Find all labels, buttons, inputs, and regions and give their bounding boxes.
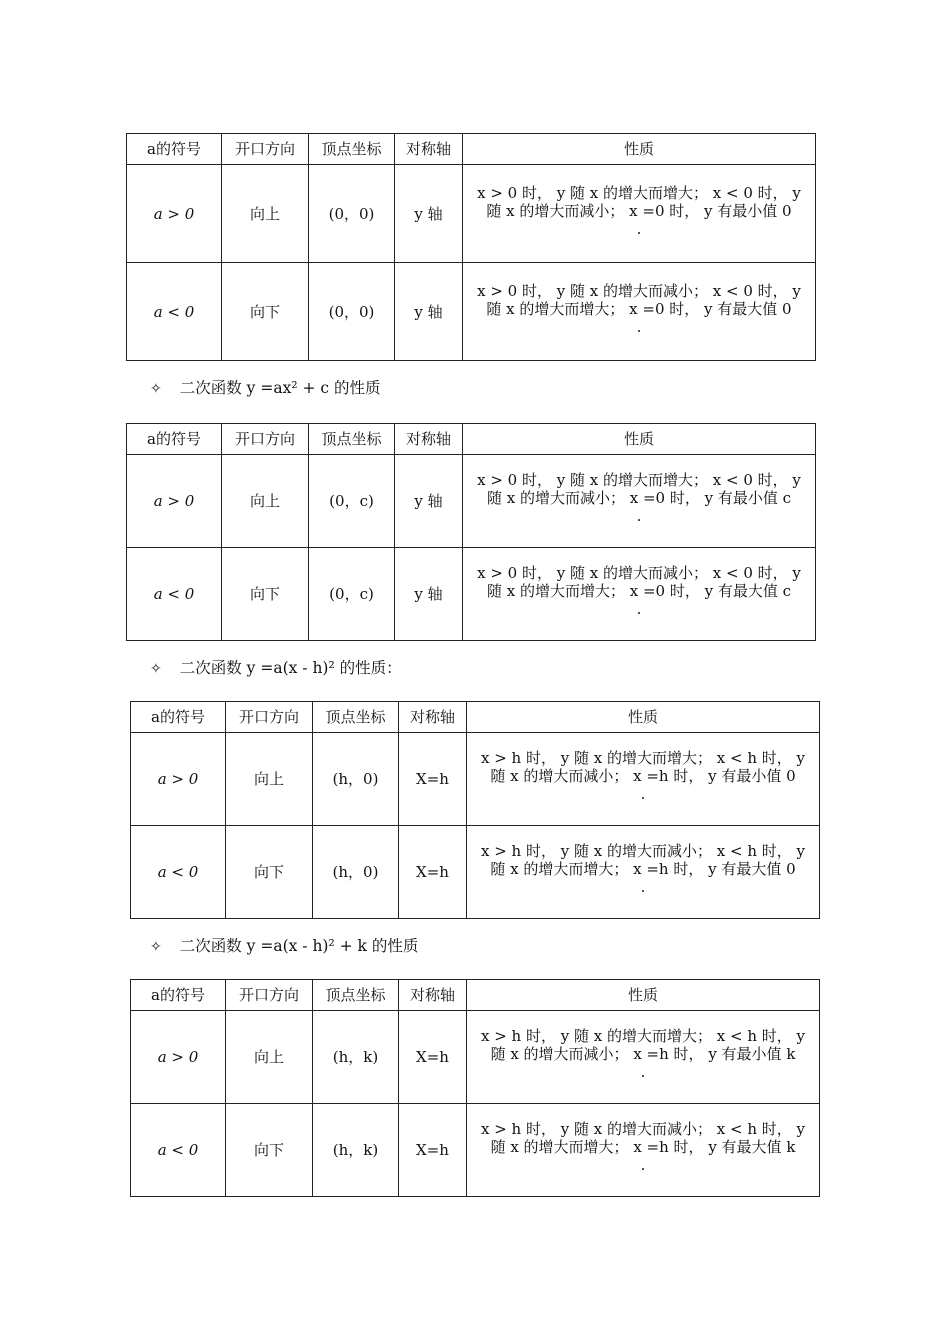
header-sign: a的符号 [127,134,222,165]
header-direction: 开口方向 [226,980,313,1011]
header-property: 性质 [467,980,820,1011]
table-3 [130,701,820,919]
diamond-bullet-icon: ✧ [150,381,162,397]
cell-direction: 向上 [226,733,313,826]
cell-vertex: (h，k) [313,1011,399,1104]
cell-property [463,455,816,548]
property-line: . [640,878,646,896]
header-direction: 开口方向 [222,424,309,455]
header-vertex: 顶点坐标 [313,702,399,733]
table-row [131,1011,820,1104]
property-line: x > 0 时， y 随 x 的增大而减小； x < 0 时， y [477,564,801,582]
cell-axis: X=h [399,826,467,919]
property-line: . [640,1156,646,1174]
header-axis: 对称轴 [395,134,463,165]
heading-text: 二次函数 y =ax² + c 的性质 [179,379,381,397]
heading-text: 二次函数 y =a(x - h)² 的性质： [179,659,402,677]
cell-vertex: (0，c) [309,548,395,641]
property-line: 随 x 的增大而增大； x =0 时， y 有最大值 c [486,582,792,600]
header-property: 性质 [467,702,820,733]
cell-direction: 向上 [222,165,309,263]
property-line: . [640,1063,646,1081]
cell-axis: y 轴 [395,263,463,361]
table-row [131,1104,820,1197]
property-table [126,133,816,361]
cell-property [463,263,816,361]
property-line: 随 x 的增大而减小； x =0 时， y 有最小值 c [486,489,792,507]
section-heading [150,656,402,680]
property-line: 随 x 的增大而增大； x =h 时， y 有最大值 0 [490,860,796,878]
cell-sign: a < 0 [131,826,226,919]
header-vertex: 顶点坐标 [309,424,395,455]
header-sign: a的符号 [127,424,222,455]
table-row [127,548,816,641]
property-line: x > h 时， y 随 x 的增大而增大； x < h 时， y [480,1027,805,1045]
property-table [130,701,820,919]
section-heading [150,934,418,958]
table-row [127,455,816,548]
cell-sign: a < 0 [127,263,222,361]
property-line: x > h 时， y 随 x 的增大而减小； x < h 时， y [480,1120,805,1138]
diamond-bullet-icon: ✧ [150,661,162,677]
header-property: 性质 [463,424,816,455]
heading-text: 二次函数 y =a(x - h)² + k 的性质 [179,937,419,955]
property-table [130,979,820,1197]
header-direction: 开口方向 [226,702,313,733]
cell-axis: y 轴 [395,548,463,641]
property-line: 随 x 的增大而增大； x =0 时， y 有最大值 0 [486,299,792,318]
cell-axis: X=h [399,1104,467,1197]
header-row [127,134,816,165]
cell-vertex: (0，0) [309,263,395,361]
property-line: 随 x 的增大而减小； x =h 时， y 有最小值 k [490,1045,796,1063]
cell-direction: 向下 [222,263,309,361]
property-line: x > 0 时， y 随 x 的增大而减小； x < 0 时， y [477,281,801,300]
table-row [131,826,820,919]
cell-property [467,1104,820,1197]
property-line: 随 x 的增大而减小； x =h 时， y 有最小值 0 [490,767,796,785]
header-row [131,980,820,1011]
property-table [126,423,816,641]
cell-vertex: (h，0) [313,733,399,826]
cell-vertex: (0，0) [309,165,395,263]
table-row [127,263,816,361]
cell-axis: X=h [399,733,467,826]
cell-direction: 向上 [222,455,309,548]
property-line: 随 x 的增大而减小； x =0 时， y 有最小值 0 [486,201,792,220]
table-4 [130,979,820,1197]
table-2 [126,423,816,641]
cell-sign: a > 0 [127,165,222,263]
cell-property [467,1011,820,1104]
property-line: x > h 时， y 随 x 的增大而减小； x < h 时， y [480,842,805,860]
header-axis: 对称轴 [399,702,467,733]
cell-direction: 向下 [226,1104,313,1197]
cell-property [467,826,820,919]
header-row [131,702,820,733]
header-vertex: 顶点坐标 [313,980,399,1011]
header-axis: 对称轴 [399,980,467,1011]
property-line: . [636,600,642,618]
cell-direction: 向下 [226,826,313,919]
cell-sign: a > 0 [131,1011,226,1104]
header-row [127,424,816,455]
cell-vertex: (h，0) [313,826,399,919]
property-line: x > 0 时， y 随 x 的增大而增大； x < 0 时， y [477,471,801,489]
property-line: . [636,317,642,336]
header-direction: 开口方向 [222,134,309,165]
property-line: . [636,219,642,238]
cell-direction: 向下 [222,548,309,641]
header-axis: 对称轴 [395,424,463,455]
property-line: 随 x 的增大而增大； x =h 时， y 有最大值 k [490,1138,796,1156]
cell-property [463,165,816,263]
table-row [127,165,816,263]
property-line: x > h 时， y 随 x 的增大而增大； x < h 时， y [480,749,805,767]
cell-property [463,548,816,641]
cell-sign: a > 0 [131,733,226,826]
header-sign: a的符号 [131,980,226,1011]
cell-property [467,733,820,826]
diamond-bullet-icon: ✧ [150,939,162,955]
header-vertex: 顶点坐标 [309,134,395,165]
cell-sign: a > 0 [127,455,222,548]
section-heading [150,376,380,400]
cell-axis: y 轴 [395,165,463,263]
cell-sign: a < 0 [131,1104,226,1197]
property-line: . [640,785,646,803]
property-line: . [636,507,642,525]
cell-vertex: (0，c) [309,455,395,548]
table-1 [126,133,816,361]
header-property: 性质 [463,134,816,165]
cell-sign: a < 0 [127,548,222,641]
cell-vertex: (h，k) [313,1104,399,1197]
header-sign: a的符号 [131,702,226,733]
cell-axis: y 轴 [395,455,463,548]
cell-direction: 向上 [226,1011,313,1104]
property-line: x > 0 时， y 随 x 的增大而增大； x < 0 时， y [477,183,801,202]
table-row [131,733,820,826]
cell-axis: X=h [399,1011,467,1104]
